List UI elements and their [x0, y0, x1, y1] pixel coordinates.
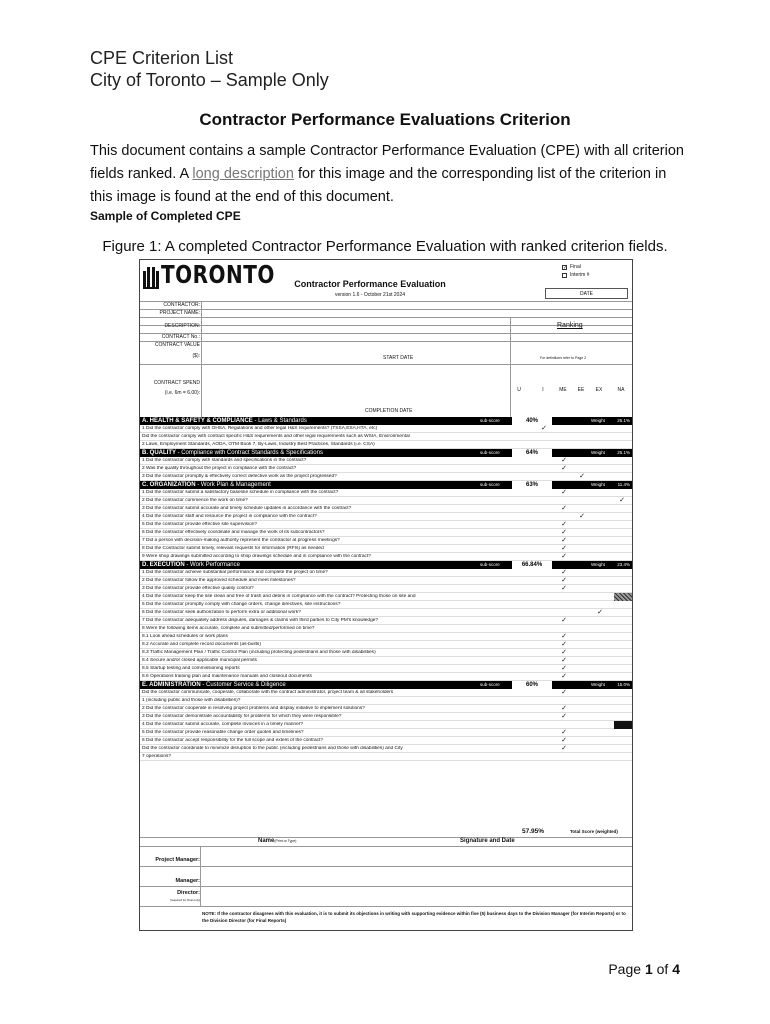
criterion-row: [140, 441, 632, 449]
criterion-text: 8 Did the Contractor submit timely, relevant requests for information (RFIs) as needed: [142, 546, 324, 551]
criterion-text: 5 Did the contractor promptly comply with change orders, change directives, site instructions?: [142, 602, 341, 607]
check-icon[interactable]: ✓: [561, 713, 567, 720]
section-name: D. EXECUTION - Work Performance: [142, 562, 240, 568]
cpe-form-image: [139, 259, 633, 931]
completion-date-label: COMPLETION DATE: [365, 408, 413, 414]
criterion-text: 8.6 Operations training plan and maintenance manuals and closeout documents: [142, 674, 312, 679]
check-icon[interactable]: ✓: [561, 457, 567, 464]
criterion-text: 8.4 Secure and/or closed applicable municipal permits: [142, 658, 257, 663]
contract-no-label: CONTRACT No.:: [161, 334, 200, 340]
header-line-2: City of Toronto – Sample Only: [90, 70, 329, 90]
criterion-row: [140, 593, 632, 601]
rank-col-header: EE: [577, 387, 585, 393]
criterion-text: 7 Did a person with decision-making authority represent the contractor at progress meetings?: [142, 538, 340, 543]
contract-value-unit: ($):: [192, 353, 200, 359]
rank-col-header: NA: [617, 387, 625, 393]
check-icon[interactable]: ✓: [619, 497, 625, 504]
criterion-row: [140, 665, 632, 673]
criterion-row: [140, 737, 632, 745]
page-title: Contractor Performance Evaluations Criterion: [199, 110, 571, 129]
interim-checkbox[interactable]: [562, 272, 589, 278]
check-icon[interactable]: ✓: [561, 545, 567, 552]
criterion-row: [140, 657, 632, 665]
check-icon[interactable]: ✓: [579, 473, 585, 480]
total-score-label: Total Score (weighted): [570, 829, 618, 834]
criterion-row: [140, 721, 632, 729]
criterion-text: 1 Did the contractor comply with OHSA, Regulations and other legal H&S requirements? (TSSA,ESA,HTA, etc): [142, 426, 378, 431]
criterion-row: [140, 569, 632, 577]
check-icon[interactable]: ✓: [561, 745, 567, 752]
project-manager-label: Project Manager:: [155, 857, 200, 863]
sub-score-label: sub-score: [480, 482, 500, 487]
final-checkbox[interactable]: ✓ Final: [563, 264, 581, 271]
section-name: C. ORGANIZATION - Work Plan & Management: [142, 482, 271, 488]
criterion-row: [140, 537, 632, 545]
criterion-row: [140, 433, 632, 441]
start-date-label: START DATE: [383, 355, 414, 361]
criterion-text: 9 Were shop drawings submitted according to shop drawings schedule and in compliance with the contract?: [142, 554, 371, 559]
criterion-row: [140, 473, 632, 481]
criterion-text: 2 Did the contractor follow the approved schedule and meet milestones?: [142, 578, 296, 583]
check-icon[interactable]: ✓: [561, 577, 567, 584]
section-weight: 11.4%: [617, 482, 630, 487]
rank-col-header: ME: [559, 387, 567, 393]
check-icon[interactable]: ✓: [561, 705, 567, 712]
date-field[interactable]: DATE: [545, 288, 628, 299]
criterion-text: Did the contractor communicate, cooperate, collaborate with the contract administrator, project team & all stakeholders: [142, 690, 394, 695]
criterion-row: [140, 745, 632, 753]
criterion-text: 5 Did the contractor provide effective site supervision?: [142, 522, 258, 527]
criterion-text: 1 Did the contractor comply with standards and specifications in the contract?: [142, 458, 307, 463]
intro-text-after: for this image and the corresponding list of the criterion in this image is found at the end of this document.: [90, 166, 667, 205]
criterion-row: [140, 729, 632, 737]
section-weight: 23.4%: [617, 562, 630, 567]
criterion-text: 1 Did the contractor achieve substantial performance and complete the project on time?: [142, 570, 328, 575]
contractor-label: CONTRACTOR:: [163, 302, 200, 308]
check-icon[interactable]: ✓: [579, 513, 585, 520]
project-name-label: PROJECT NAME:: [159, 310, 200, 316]
section-header: [140, 417, 632, 425]
criterion-text: 7 Did the contractor adequately address disputes, damages & claims with third parties to City PM's knowledge?: [142, 618, 379, 623]
check-icon[interactable]: ✓: [561, 489, 567, 496]
criterion-row: [140, 689, 632, 697]
criterion-text: 4 Did the contractor staff and resource the project in compliance with the contract?: [142, 514, 317, 519]
weight-label: Weight: [591, 418, 605, 423]
rank-col-header: U: [517, 387, 521, 393]
contract-spend-label: CONTRACT SPEND: [153, 380, 200, 386]
criterion-row: [140, 521, 632, 529]
criterion-row: [140, 489, 632, 497]
criterion-text: 1 (including public and those with disabilities)?: [142, 698, 241, 703]
criterion-row: [140, 609, 632, 617]
criterion-text: 6 Did the contractor seek authorization to perform extra or additional work?: [142, 610, 301, 615]
section-score: 64%: [512, 449, 552, 457]
sub-score-label: sub-score: [480, 562, 500, 567]
criterion-text: 8.2 Accurate and complete record documents (as-builts): [142, 642, 261, 647]
section-name: B. QUALITY - Compliance with Contract Standards & Specifications: [142, 450, 323, 456]
contract-value-label: CONTRACT VALUE: [154, 342, 200, 348]
weight-label: Weight: [591, 562, 605, 567]
sub-score-label: sub-score: [480, 418, 500, 423]
section-score: 66.84%: [512, 561, 552, 569]
spend-note: (i.e. 6m = 6.00):: [164, 390, 200, 396]
criterion-row: [140, 497, 632, 505]
weight-label: Weight: [591, 482, 605, 487]
criterion-text: 2 Laws, Employment Standards, AODA, OTM Book 7, By-Laws, Industry Best Practices, Standards (i.e. CSA): [142, 442, 375, 447]
check-icon[interactable]: ✓: [561, 729, 567, 736]
na-hatch: [614, 593, 632, 601]
subheading: Sample of Completed CPE: [90, 209, 241, 223]
section-header: [140, 681, 632, 689]
criterion-text: 3 Did the contractor provide effective quality control?: [142, 586, 254, 591]
toronto-logo: [143, 259, 275, 289]
criterion-row: [140, 577, 632, 585]
criterion-text: 3 Did the contractor promptly & effectively correct defective work as the project progressed?: [142, 474, 337, 479]
check-icon[interactable]: ✓: [561, 633, 567, 640]
check-icon[interactable]: ✓: [561, 673, 567, 680]
criterion-row: [140, 529, 632, 537]
criterion-row: [140, 649, 632, 657]
check-icon[interactable]: ✓: [561, 569, 567, 576]
check-icon[interactable]: ✓: [561, 641, 567, 648]
logo-wordmark: TORONTO: [161, 259, 275, 289]
final-label: Final: [570, 264, 581, 270]
form-title: Contractor Performance Evaluation: [294, 279, 446, 289]
rank-col-header: I: [542, 387, 544, 393]
description-label: DESCRIPTION:: [164, 323, 200, 329]
criterion-row: [140, 641, 632, 649]
criterion-text: 7 operations?: [142, 754, 172, 759]
weight-label: Weight: [591, 682, 605, 687]
name-column-label: Name(Print or Type): [258, 838, 297, 844]
na-block: [614, 721, 632, 729]
sub-score-label: sub-score: [480, 682, 500, 687]
check-icon[interactable]: ✓: [561, 657, 567, 664]
check-icon[interactable]: ✓: [541, 425, 547, 432]
document-header: [90, 47, 329, 91]
check-icon[interactable]: ✓: [561, 585, 567, 592]
criterion-text: 2 Did the contractor commence the work on time?: [142, 498, 248, 503]
criterion-row: [140, 617, 632, 625]
criterion-text: 6 Did the contractor accept responsibility for the full scope and extent of the contract?: [142, 738, 324, 743]
definitions-note: For definitions refer to Page 2: [540, 356, 587, 360]
criterion-row: [140, 553, 632, 561]
page-number: Page 1 of 4: [608, 961, 680, 977]
criterion-row: [140, 425, 632, 433]
sub-score-label: sub-score: [480, 450, 500, 455]
signature-column-label: Signature and Date: [460, 838, 515, 844]
criterion-text: 2 Did the contractor cooperate in resolving project problems and display initiative to implement solutions?: [142, 706, 365, 711]
director-note: (required for final only): [169, 898, 200, 902]
section-name: A. HEALTH & SAFETY & COMPLIANCE - Laws & Standards: [142, 418, 307, 424]
intro-text-before: This document contains a sample Contractor Performance Evaluation (CPE) with all criterion fields ranked. A: [90, 143, 684, 182]
section-weight: 25.1%: [617, 418, 630, 423]
check-icon[interactable]: ✓: [561, 665, 567, 672]
criterion-text: Did the contractor coordinate to minimize disruption to the public (including pedestrians and those with disabilities) and City: [142, 746, 403, 751]
section-score: 40%: [512, 417, 552, 425]
interim-label: Interim #: [570, 272, 590, 278]
criterion-text: 1 Did the contractor submit a satisfactory baseline schedule in compliance with the contract?: [142, 490, 339, 495]
dispute-note: NOTE: If the contractor disagrees with this evaluation, it is to submit its objections in writing with supporting evidence within five (5) business days to the Division Manager (for Interim Reports) or to the Division Director (for Final Reports): [202, 911, 626, 923]
criterion-text: 5 Did the contractor provide reasonable change order quotes and timelines?: [142, 730, 304, 735]
criterion-text: Did the contractor comply with contract specific H&S requirements and other legal requirements such as WSIA, Environmental: [142, 434, 410, 439]
criterion-row: [140, 585, 632, 593]
section-score: 60%: [512, 681, 552, 689]
criterion-row: [140, 625, 632, 633]
long-description-link[interactable]: long description: [192, 166, 294, 182]
ranking-label: Ranking: [557, 322, 583, 329]
check-icon[interactable]: ✓: [561, 537, 567, 544]
criterion-text: 4 Did the contractor submit accurate, complete invoices in a timely manner?: [142, 722, 304, 727]
check-icon[interactable]: ✓: [561, 617, 567, 624]
form-version: version 1.6 - October 21st 2024: [334, 292, 406, 298]
director-label: Director:: [177, 890, 200, 896]
criterion-text: 2 Was the quality throughout the project in compliance with the contract?: [142, 466, 297, 471]
criterion-text: 4 Did the contractor keep the site clean and free of trash and debris in compliance with the contract? Protecting those on site and: [142, 594, 416, 599]
intro-paragraph: [90, 140, 690, 209]
check-icon[interactable]: ✓: [561, 465, 567, 472]
section-header: [140, 561, 632, 569]
criterion-row: [140, 673, 632, 681]
check-icon[interactable]: ✓: [561, 649, 567, 656]
section-weight: 15.0%: [617, 682, 630, 687]
check-icon[interactable]: ✓: [597, 609, 603, 616]
criterion-text: 3 Did the contractor demonstrate accountability for problems for which they were responsible?: [142, 714, 342, 719]
manager-label: Manager:: [175, 878, 200, 884]
criterion-row: [140, 633, 632, 641]
criterion-row: [140, 545, 632, 553]
criterion-row: [140, 465, 632, 473]
check-icon[interactable]: ✓: [561, 529, 567, 536]
criterion-text: 3 Did the contractor submit accurate and timely schedule updates in accordance with the contract?: [142, 506, 352, 511]
criterion-row: [140, 505, 632, 513]
criterion-text: 8.3 Traffic Management Plan / Traffic Control Plan (including protecting pedestrians and those with disabilities): [142, 650, 376, 655]
section-header: [140, 449, 632, 457]
check-icon[interactable]: ✓: [561, 553, 567, 560]
check-icon[interactable]: ✓: [561, 737, 567, 744]
check-icon[interactable]: ✓: [561, 521, 567, 528]
criterion-row: [140, 601, 632, 609]
check-icon[interactable]: ✓: [561, 689, 567, 696]
total-score: 57.95%: [522, 828, 545, 835]
criterion-text: 8 Were the following items accurate, complete and submitted/performed on time?: [142, 626, 315, 631]
criterion-text: 6 Did the contractor effectively coordinate and manage the work of its subcontractors?: [142, 530, 325, 535]
city-hall-icon: [143, 265, 159, 289]
header-line-1: CPE Criterion List: [90, 48, 234, 68]
figure-caption: Figure 1: A completed Contractor Performance Evaluation with ranked criterion fields.: [102, 238, 668, 255]
criterion-row: [140, 513, 632, 521]
rank-col-header: EX: [595, 387, 603, 393]
weight-label: Weight: [591, 450, 605, 455]
section-weight: 25.1%: [617, 450, 630, 455]
criterion-row: [140, 457, 632, 465]
criterion-text: 8.5 Startup testing and commissioning reports: [142, 666, 240, 671]
section-score: 63%: [512, 481, 552, 489]
check-icon[interactable]: ✓: [561, 505, 567, 512]
criterion-row: [140, 713, 632, 721]
criterion-text: 8.1 Look ahead schedules or work plans: [142, 634, 228, 639]
criterion-row: [140, 753, 632, 761]
section-header: [140, 481, 632, 489]
criterion-row: [140, 697, 632, 705]
section-name: E. ADMINISTRATION - Customer Service & Diligence: [142, 682, 286, 688]
criterion-row: [140, 705, 632, 713]
